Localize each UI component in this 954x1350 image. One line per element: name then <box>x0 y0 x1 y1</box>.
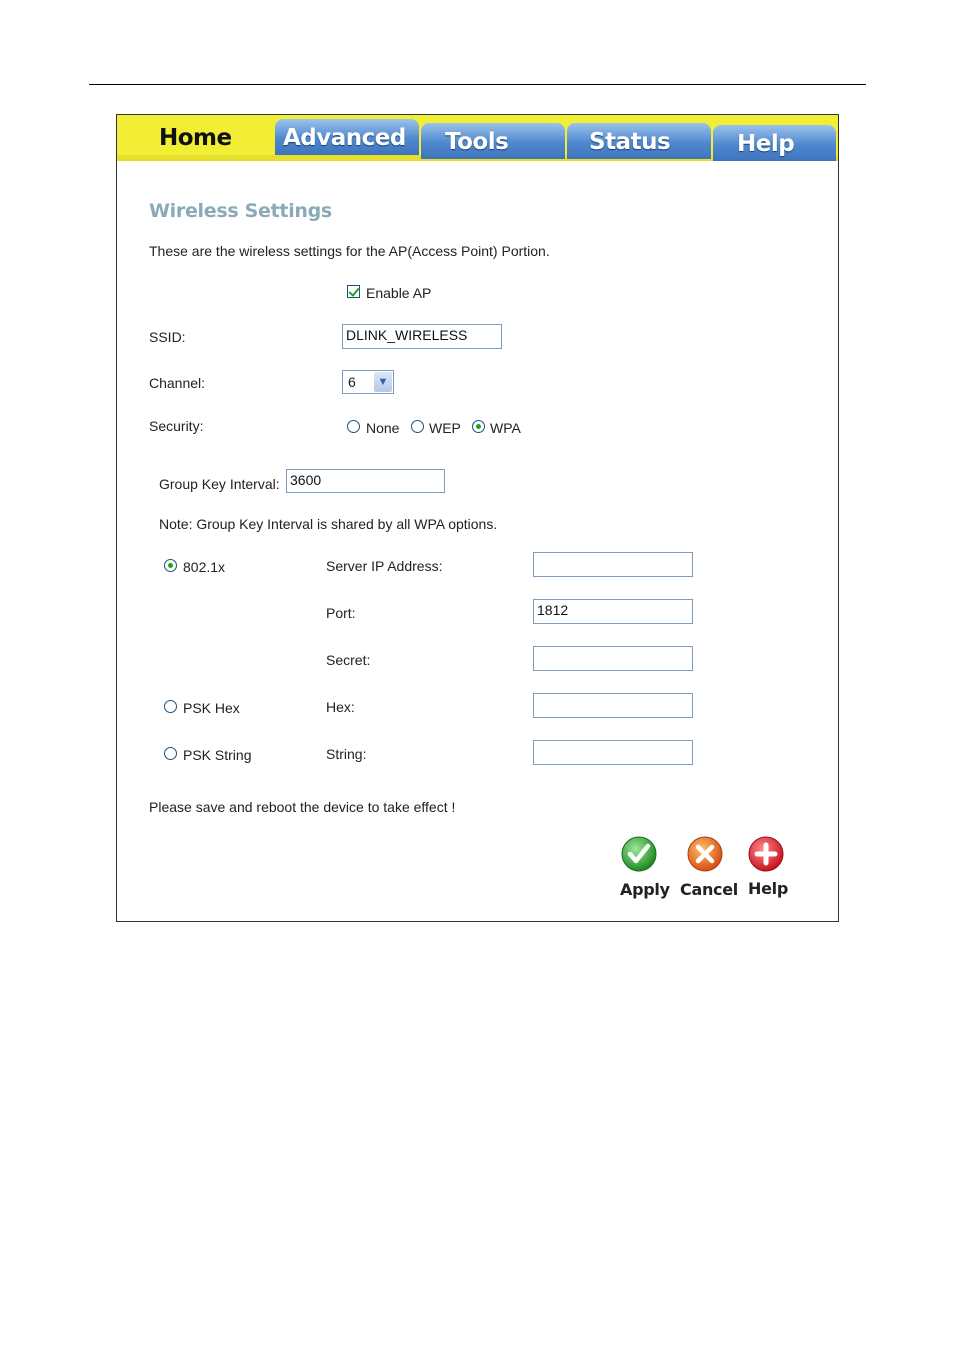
group-key-note: Note: Group Key Interval is shared by all WPA options. <box>159 516 498 532</box>
security-wep-radio[interactable] <box>411 420 424 433</box>
security-wpa-radio[interactable] <box>472 420 485 433</box>
hex-label: Hex: <box>326 699 355 715</box>
page-description: These are the wireless settings for the AP(Access Point) Portion. <box>149 243 550 259</box>
server-ip-input[interactable] <box>533 552 693 577</box>
chevron-down-icon[interactable]: ▼ <box>374 372 392 392</box>
server-ip-label: Server IP Address: <box>326 558 443 574</box>
tab-bar <box>117 115 838 161</box>
plus-icon[interactable] <box>748 836 784 872</box>
help-label: Help <box>748 879 788 898</box>
ssid-label: SSID: <box>149 329 186 345</box>
router-panel <box>116 114 839 922</box>
port-input[interactable]: 1812 <box>533 599 693 624</box>
group-key-label: Group Key Interval: <box>159 476 280 492</box>
hex-input[interactable] <box>533 693 693 718</box>
tab-advanced[interactable]: Advanced <box>275 119 419 155</box>
security-wpa-label: WPA <box>490 420 521 436</box>
string-label: String: <box>326 746 367 762</box>
security-none-radio[interactable] <box>347 420 360 433</box>
channel-value: 6 <box>348 374 356 390</box>
check-icon[interactable] <box>621 836 657 872</box>
port-label: Port: <box>326 605 356 621</box>
tab-status[interactable]: Status <box>567 123 711 159</box>
group-key-input[interactable]: 3600 <box>286 469 445 493</box>
apply-label: Apply <box>620 880 670 899</box>
wpa-8021x-label: 802.1x <box>183 559 226 575</box>
security-none-label: None <box>366 420 400 436</box>
tab-help[interactable]: Help <box>713 125 836 161</box>
tab-tools[interactable]: Tools <box>421 123 565 159</box>
page-top-rule <box>89 84 866 85</box>
channel-select[interactable] <box>342 370 394 394</box>
x-icon[interactable] <box>687 836 723 872</box>
cancel-label: Cancel <box>680 880 738 899</box>
secret-input[interactable] <box>533 646 693 671</box>
psk-hex-radio[interactable] <box>164 700 177 713</box>
enable-ap-checkbox[interactable] <box>347 285 360 298</box>
psk-hex-label: PSK Hex <box>183 700 240 716</box>
psk-string-radio[interactable] <box>164 747 177 760</box>
security-label: Security: <box>149 418 204 434</box>
tab-home[interactable]: Home <box>117 119 273 155</box>
security-wep-label: WEP <box>429 420 461 436</box>
reboot-note: Please save and reboot the device to take effect ! <box>149 799 456 815</box>
psk-string-label: PSK String <box>183 747 252 763</box>
ssid-input[interactable]: DLINK_WIRELESS <box>342 324 502 349</box>
string-input[interactable] <box>533 740 693 765</box>
secret-label: Secret: <box>326 652 371 668</box>
wpa-8021x-radio[interactable] <box>164 559 177 572</box>
page-title: Wireless Settings <box>149 200 332 222</box>
enable-ap-label: Enable AP <box>366 285 432 301</box>
channel-label: Channel: <box>149 375 206 391</box>
